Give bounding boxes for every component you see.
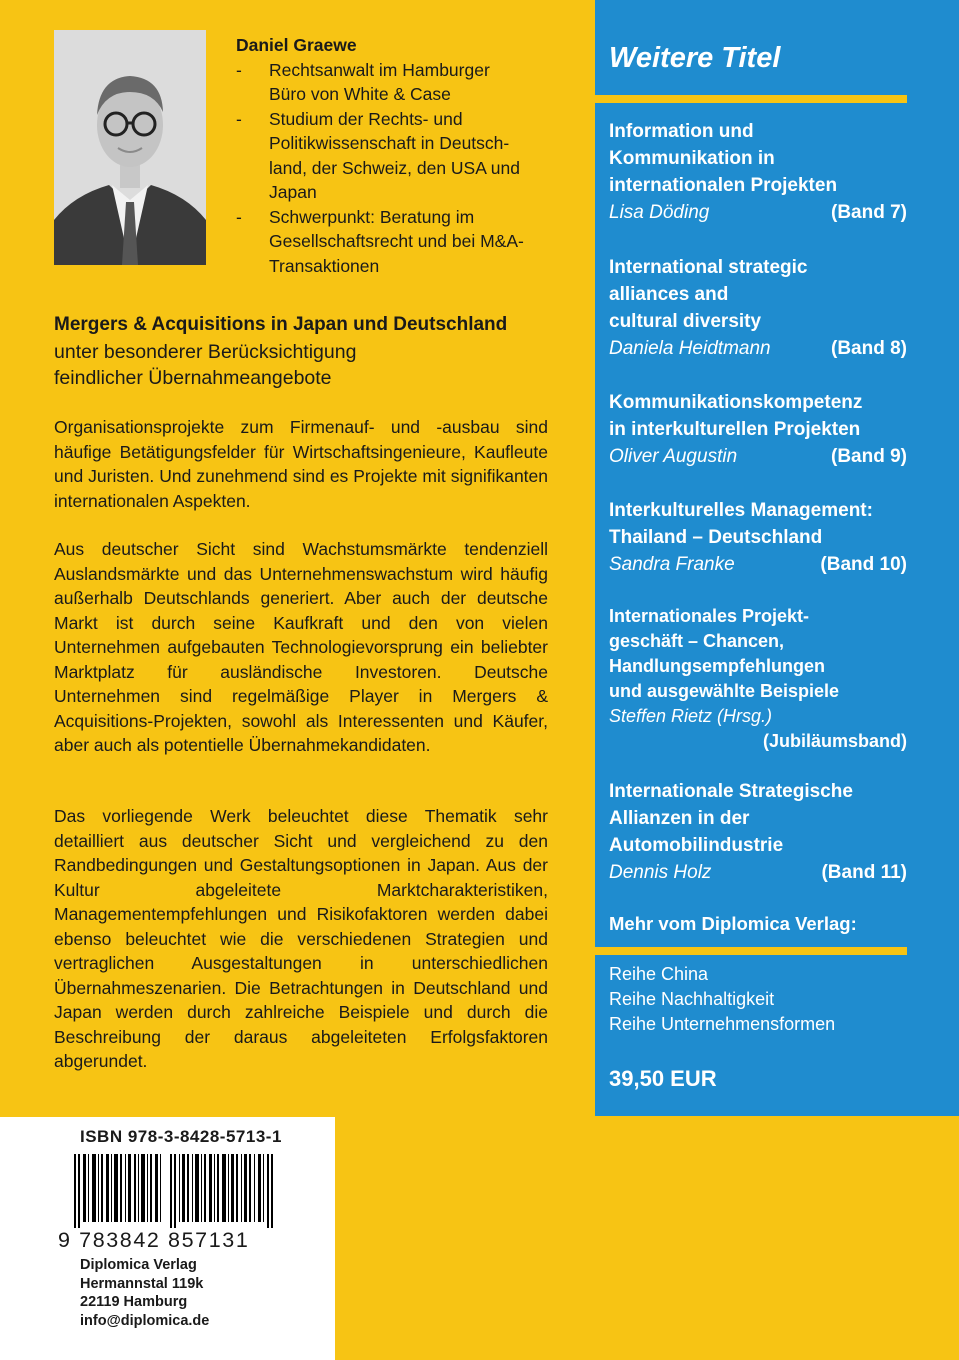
entry-author: Daniela Heidtmann <box>609 338 771 359</box>
bio-text: Schwerpunkt: Beratung im Gesellschaftsrecht und bei M&A-Transaktionen <box>269 206 524 276</box>
series-item: Reihe Nachhaltigkeit <box>609 989 775 1009</box>
series-list <box>609 962 835 1037</box>
price: 39,50 EUR <box>609 1066 717 1091</box>
entry-band: (Band 7) <box>831 202 907 223</box>
series-item: Reihe China <box>609 964 709 984</box>
sidebar-further-titles <box>595 0 959 1116</box>
barcode-digits: 9 783842 857131 <box>58 1228 250 1252</box>
entry-title-line: cultural diversity <box>609 311 762 332</box>
bio-item: - Schwerpunkt: Beratung im Gesellschaftsrecht und bei M&A-Transaktionen <box>236 206 524 276</box>
title-entry <box>609 604 907 754</box>
entry-title-line: Kommunikation in <box>609 148 775 169</box>
entry-title-line: internationalen Projekten <box>609 175 838 196</box>
entry-author: Oliver Augustin <box>609 446 738 467</box>
bio-text: Studium der Rechts- und Politikwissenschaft in Deutsch- land, der Schweiz, den USA und Japan <box>269 108 520 202</box>
divider <box>595 947 907 955</box>
entry-band: (Jubiläumsband) <box>762 731 907 751</box>
title-entry <box>609 389 907 470</box>
description-paragraph-3: Das vorliegende Werk beleuchtet diese Thematik sehr detailliert aus deutscher Sicht und vergleichend zu den Randbedingungen und Gestaltungsoptionen in Japan. Aus der Kultur abgeleitete Marktcharakteristiken, Managementempfehlungen und Risikofaktoren werden dabei ebenso beleuchtet wie die verschiedenen Strategien und vertraglichen Ausgestaltungen in unterschiedlichen Übernahmeszenarien. Die Betrachtungen in Deutschland und Japan werden durch zahlreiche Beispiele und durch die Beschreibung der daraus abgeleiteten Erfolgsfaktoren abgerundet. <box>54 806 548 1071</box>
entry-title-line: Allianzen in der <box>609 808 750 829</box>
entry-author: Lisa Döding <box>609 202 710 223</box>
barcode-box <box>0 1117 335 1360</box>
entry-title-line: Automobilindustrie <box>609 835 784 856</box>
title-entry <box>609 254 907 362</box>
entry-title-line: Internationales Projekt- <box>609 606 810 626</box>
entry-author: Steffen Rietz (Hrsg.) <box>609 706 773 726</box>
entry-title-line: Thailand – Deutschland <box>609 527 823 548</box>
entry-title-line: in interkulturellen Projekten <box>609 419 861 440</box>
publisher-city: 22119 Hamburg <box>80 1294 188 1310</box>
series-item: Reihe Unternehmensformen <box>609 1014 836 1034</box>
description-paragraph-1: Organisationsprojekte zum Firmenauf- und -ausbau sind häufige Betätigungsfelder für Wirtschaftsingenieure, Kaufleute und Juristen. Und zunehmend sind es Projekte mit signifikanten internationalen Aspekten. <box>54 417 548 511</box>
book-title: Mergers & Acquisitions in Japan und Deutschland <box>54 314 508 335</box>
bio-item: - Rechtsanwalt im Hamburger Büro von White & Case <box>236 59 490 104</box>
more-heading: Mehr vom Diplomica Verlag: <box>609 913 857 934</box>
entry-title-line: alliances and <box>609 284 729 305</box>
entry-title-line: Kommunikationskompetenz <box>609 392 863 413</box>
book-title-block <box>54 311 594 391</box>
author-photo <box>54 30 206 265</box>
entry-band: (Band 10) <box>820 554 907 575</box>
entry-title-line: Internationale Strategische <box>609 781 853 802</box>
divider <box>595 95 907 103</box>
bio-item: - Studium der Rechts- und Politikwissenschaft in Deutsch- land, der Schweiz, den USA und Japan <box>236 108 520 202</box>
title-entry <box>609 118 907 226</box>
title-entry <box>609 497 907 578</box>
entry-title-line: Handlungsempfehlungen <box>609 656 825 676</box>
publisher-street: Hermannstal 119k <box>80 1275 204 1292</box>
publisher-email: info@diplomica.de <box>80 1312 210 1329</box>
publisher-address <box>80 1256 209 1330</box>
author-portrait-icon <box>54 30 206 265</box>
entry-title-line: International strategic <box>609 257 808 278</box>
author-bio <box>236 33 526 278</box>
publisher-name: Diplomica Verlag <box>80 1257 197 1273</box>
book-subtitle-line-2: feindlicher Übernahmeangebote <box>54 367 332 389</box>
entry-title-line: Information und <box>609 121 754 142</box>
sidebar-heading: Weitere Titel <box>609 42 781 74</box>
title-entry <box>609 778 907 886</box>
author-name: Daniel Graewe <box>236 35 357 55</box>
barcode-icon <box>74 1154 274 1228</box>
book-subtitle-line-1: unter besonderer Berücksichtigung <box>54 341 357 363</box>
entry-title-line: und ausgewählte Beispiele <box>609 681 840 701</box>
entry-band: (Band 9) <box>831 446 907 467</box>
entry-title-line: Interkulturelles Management: <box>609 500 873 521</box>
bio-text: Rechtsanwalt im Hamburger Büro von White & Case <box>269 59 490 104</box>
entry-author: Sandra Franke <box>609 554 735 575</box>
isbn-label: ISBN 978-3-8428-5713-1 <box>80 1127 282 1146</box>
entry-author: Dennis Holz <box>609 862 712 883</box>
entry-title-line: geschäft – Chancen, <box>609 631 785 651</box>
description-paragraph-2: Aus deutscher Sicht sind Wachstumsmärkte tendenziell Auslandsmärkte und das Unternehmenswachstum wird häufig außerhalb Deutschlands generiert. Aber auch der deutsche Markt ist durch seine Kaufkraft und den von vielen Unternehmen aufgebauten Technologievorsprung ein beliebter Marktplatz für ausländische Investoren. Deutsche Unternehmen sind regelmäßige Player in Mergers & Acquisitions-Projekten, sowohl als Interessenten und Käufer, aber auch als potentielle Übernahmekandidaten. <box>54 539 548 755</box>
entry-band: (Band 8) <box>831 338 907 359</box>
entry-band: (Band 11) <box>821 862 907 883</box>
